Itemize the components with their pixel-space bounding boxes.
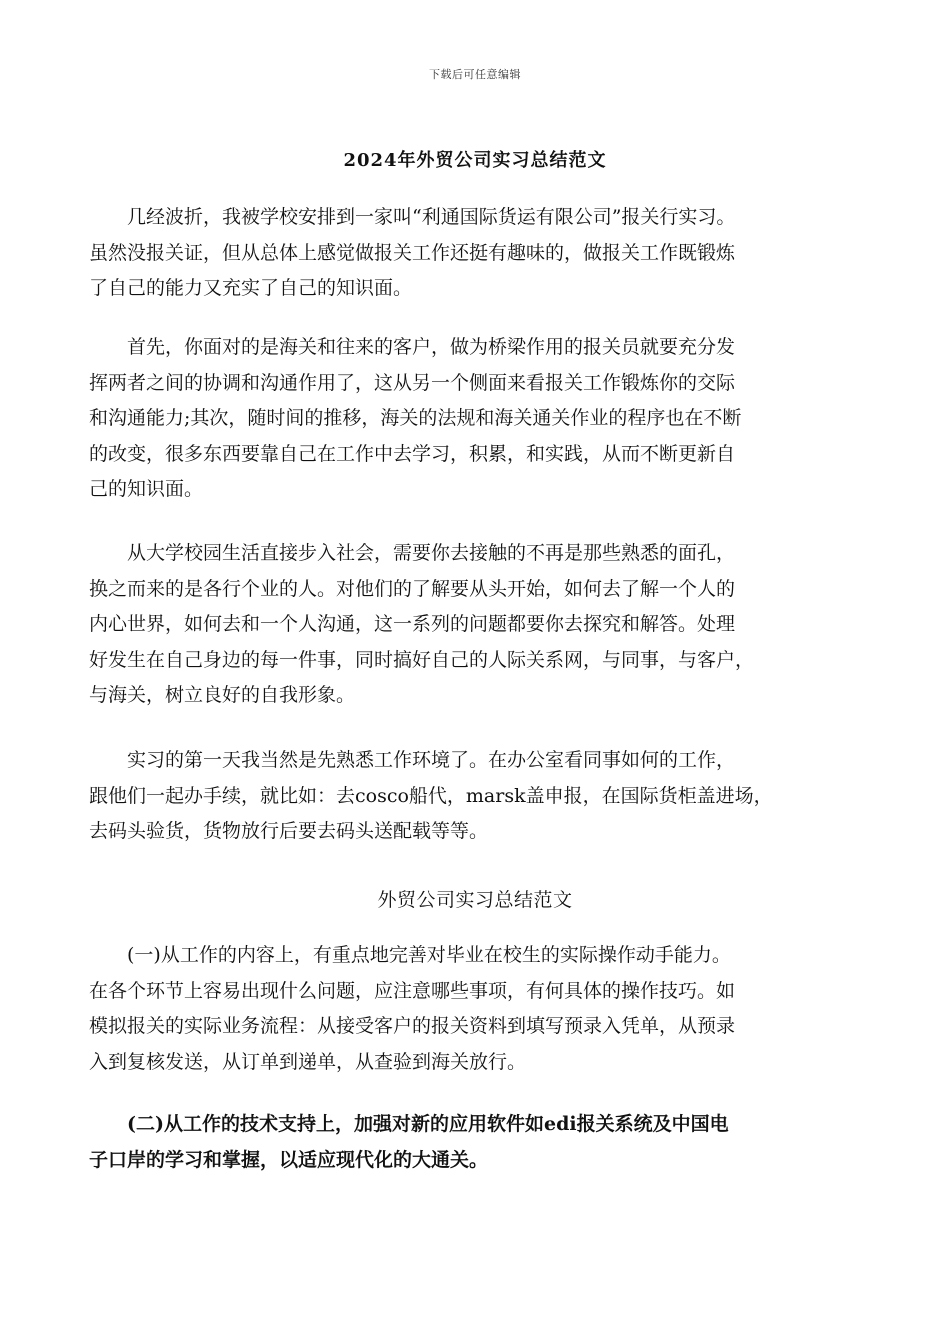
paragraph-line: 实习的第一天我当然是先熟悉工作环境了。在办公室看同事如何的工作，	[89, 749, 736, 771]
paragraph-line: 跟他们一起办手续，就比如：去cosco船代，marsk盖申报，在国际货柜盖进场，	[89, 784, 773, 807]
paragraph-line: 与海关，树立良好的自我形象。	[89, 684, 356, 706]
paragraph-line: 的改变，很多东西要靠自己在工作中去学习，积累，和实践，从而不断更新自	[89, 442, 736, 465]
paragraph-line: 从大学校园生活直接步入社会，需要你去接触的不再是那些熟悉的面孔，	[89, 542, 736, 564]
paragraph-line: 子口岸的学习和掌握，以适应现代化的大通关。	[89, 1148, 489, 1171]
paragraph-line: 虽然没报关证，但从总体上感觉做报关工作还挺有趣味的，做报关工作既锻炼	[89, 241, 736, 264]
paragraph-line: 入到复核发送，从订单到递单，从查验到海关放行。	[89, 1050, 527, 1073]
paragraph-line: 挥两者之间的协调和沟通作用了，这从另一个侧面来看报关工作锻炼你的交际	[89, 371, 736, 394]
paragraph-line: 好发生在自己身边的每一件事，同时搞好自己的人际关系网，与同事，与客户，	[89, 648, 755, 671]
paragraph-line: (二)从工作的技术支持上，加强对新的应用软件如edi报关系统及中国电	[89, 1113, 729, 1135]
document-title: 2024年外贸公司实习总结范文	[343, 150, 607, 171]
paragraph-4	[89, 743, 869, 850]
paragraph-line: (一)从工作的内容上，有重点地完善对毕业在校生的实际操作动手能力。	[89, 944, 731, 966]
paragraph-line: 首先，你面对的是海关和往来的客户，做为桥梁作用的报关员就要充分发	[89, 336, 736, 358]
paragraph-6	[89, 1107, 869, 1178]
paragraph-line: 己的知识面。	[89, 478, 204, 500]
paragraph-line: 在各个环节上容易出现什么问题，应注意哪些事项，有何具体的操作技巧。如	[89, 979, 736, 1002]
paragraph-1	[89, 200, 869, 307]
section-subtitle: 外贸公司实习总结范文	[377, 889, 573, 911]
paragraph-2	[89, 330, 869, 508]
paragraph-line: 和沟通能力;其次，随时间的推移，海关的法规和海关通关作业的程序也在不断	[89, 407, 742, 429]
paragraph-line: 去码头验货，货物放行后要去码头送配载等等。	[89, 820, 489, 842]
paragraph-line: 内心世界，如何去和一个人沟通，这一系列的问题都要你去探究和解答。处理	[89, 613, 736, 635]
paragraph-3	[89, 536, 869, 714]
paragraph-line: 了自己的能力又充实了自己的知识面。	[89, 277, 413, 299]
paragraph-line: 几经波折，我被学校安排到一家叫“利通国际货运有限公司”报关行实习。	[89, 206, 736, 228]
paragraph-5	[89, 938, 869, 1080]
paragraph-line: 换之而来的是各行个业的人。对他们的了解要从头开始，如何去了解一个人的	[89, 577, 736, 600]
paragraph-line: 模拟报关的实际业务流程：从接受客户的报关资料到填写预录入凭单，从预录	[89, 1015, 736, 1037]
header-note: 下载后可任意编辑	[429, 68, 521, 81]
